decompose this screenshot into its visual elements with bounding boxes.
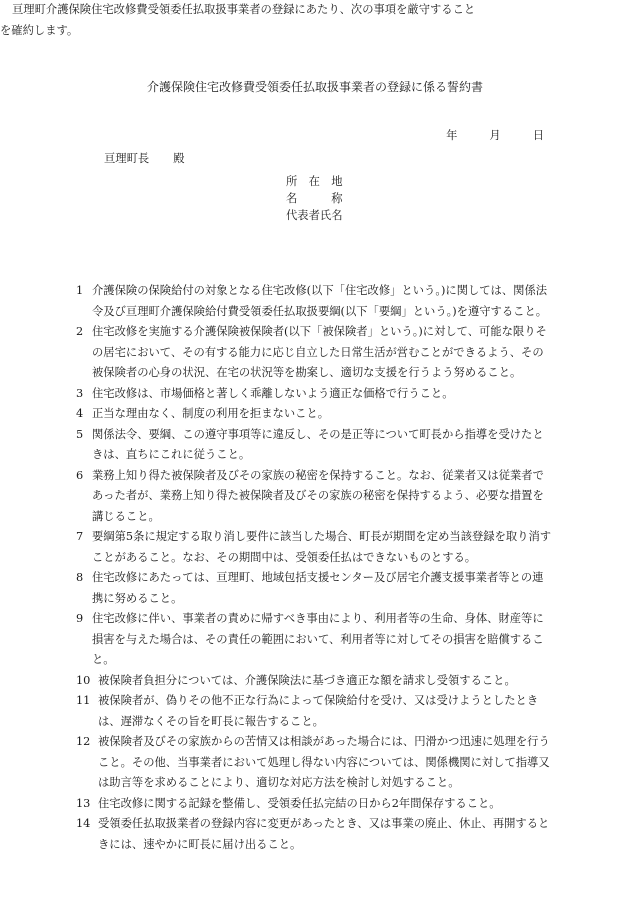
- pledge-number: 14: [76, 817, 91, 830]
- sender-address-label: 所 在 地: [286, 175, 343, 188]
- pledge-text: 被保険者が、偽りその他不正な行為によって保険給付を受け、又は受けようとしたときは、遅滞なくその旨を町長に報告すること。: [98, 694, 539, 728]
- pledge-number: 11: [76, 694, 91, 707]
- pledge-number: 1: [76, 284, 84, 297]
- sender-representative-label: 代表者氏名: [286, 209, 343, 222]
- pledge-item: [76, 281, 554, 322]
- pledge-text: 住宅改修に伴い、事業者の責めに帰すべき事由により、利用者等の生命、身体、財産等に損害を与えた場合は、その責任の範囲において、利用者等に対してその損害を賠償すること。: [92, 612, 544, 666]
- intro-paragraph: 亘理町介護保険住宅改修費受領委任払取扱事業者の登録にあたり、次の事項を厳守することを確約します。: [0, 3, 476, 37]
- pledge-item: [76, 732, 554, 794]
- pledge-item: [76, 691, 554, 732]
- pledge-number: 7: [76, 530, 84, 543]
- pledge-text: 被保険者負担分については、介護保険法に基づき適正な額を請求し受領すること。: [98, 673, 516, 687]
- pledge-number: 12: [76, 735, 91, 748]
- addressee-honorific: 殿: [173, 152, 185, 165]
- pledge-item: [76, 568, 554, 609]
- pledge-text: 受領委任払取扱業者の登録内容に変更があったとき、又は事業の廃止、休止、再開するときには、速やかに町長に届け出ること。: [98, 817, 550, 851]
- pledge-item: [76, 466, 554, 528]
- pledge-number: 10: [76, 673, 91, 687]
- pledge-text: 住宅改修にあたっては、亘理町、地域包括支援センター及び居宅介護支援事業者等との連携に努めること。: [92, 571, 544, 605]
- pledge-number: 6: [76, 468, 84, 482]
- pledge-text: 業務上知り得た被保険者及びその家族の秘密を保持すること。なお、従業者又は従業者であった者が、業務上知り得た被保険者及びその家族の秘密を保持するよう、必要な措置を講じること。: [92, 468, 544, 523]
- pledge-number: 9: [76, 612, 84, 625]
- date-year: 年: [446, 129, 458, 142]
- pledge-text: 介護保険の保険給付の対象となる住宅改修(以下「住宅改修」という。)に関しては、関係法令及び亘理町介護保険給付費受領委任払取扱要綱(以下「要綱」という。)を遵守すること。: [92, 284, 548, 318]
- addressee: [104, 150, 185, 166]
- sender-name-label: 名 称: [286, 192, 343, 205]
- pledge-item: [76, 671, 554, 692]
- addressee-name: 亘理町長: [104, 152, 150, 165]
- date-month: 月: [489, 129, 501, 142]
- pledge-text: 被保険者及びその家族からの苦情又は相談があった場合には、円滑かつ迅速に処理を行うこと。その他、当事業者において処理し得ない内容については、関係機関に対して指導又は助言等を求めることにより、適切な対応方法を検討し対処すること。: [98, 735, 550, 789]
- document-title: 介護保険住宅改修費受領委任払取扱事業者の登録に係る誓約書: [146, 80, 483, 94]
- pledge-number: 3: [76, 386, 84, 400]
- pledge-item: [76, 322, 554, 384]
- pledge-text: 関係法令、要綱、この遵守事項等に違反し、その是正等について町長から指導を受けたときは、直ちにこれに従うこと。: [92, 427, 544, 461]
- pledge-number: 13: [76, 796, 91, 810]
- pledge-number: 2: [76, 325, 84, 338]
- date-day: 日: [532, 129, 544, 142]
- date-line: [446, 127, 544, 143]
- pledge-text: 正当な理由なく、制度の利用を拒まないこと。: [92, 407, 330, 420]
- pledge-item: [76, 425, 554, 466]
- pledge-text: 住宅改修は、市場価格と著しく乖離しないよう適正な価格で行うこと。: [92, 386, 454, 400]
- pledge-number: 8: [76, 571, 84, 584]
- pledge-text: 住宅改修に関する記録を整備し、受領委任払完結の日から2年間保存すること。: [98, 796, 501, 810]
- pledge-list: [76, 281, 554, 855]
- pledge-text: 住宅改修を実施する介護保険被保険者(以下「被保険者」という。)に対して、可能な限りその居宅において、その有する能力に応じ自立した日常生活が営むことができるよう、その被保険者の心身の状況、在宅の状況等を勘案し、適切な支援を行うよう努めること。: [92, 325, 547, 379]
- pledge-item: [76, 609, 554, 671]
- pledge-item: [76, 384, 554, 405]
- pledge-item: [76, 527, 554, 568]
- pledge-text: 要綱第5条に規定する取り消し要件に該当した場合、町長が期間を定め当該登録を取り消すことがあること。なお、その期間中は、受領委任払はできないものとする。: [92, 530, 552, 564]
- pledge-item: [76, 794, 554, 815]
- pledge-item: [76, 814, 554, 855]
- pledge-number: 4: [76, 407, 84, 420]
- pledge-number: 5: [76, 427, 84, 441]
- pledge-item: [76, 404, 554, 425]
